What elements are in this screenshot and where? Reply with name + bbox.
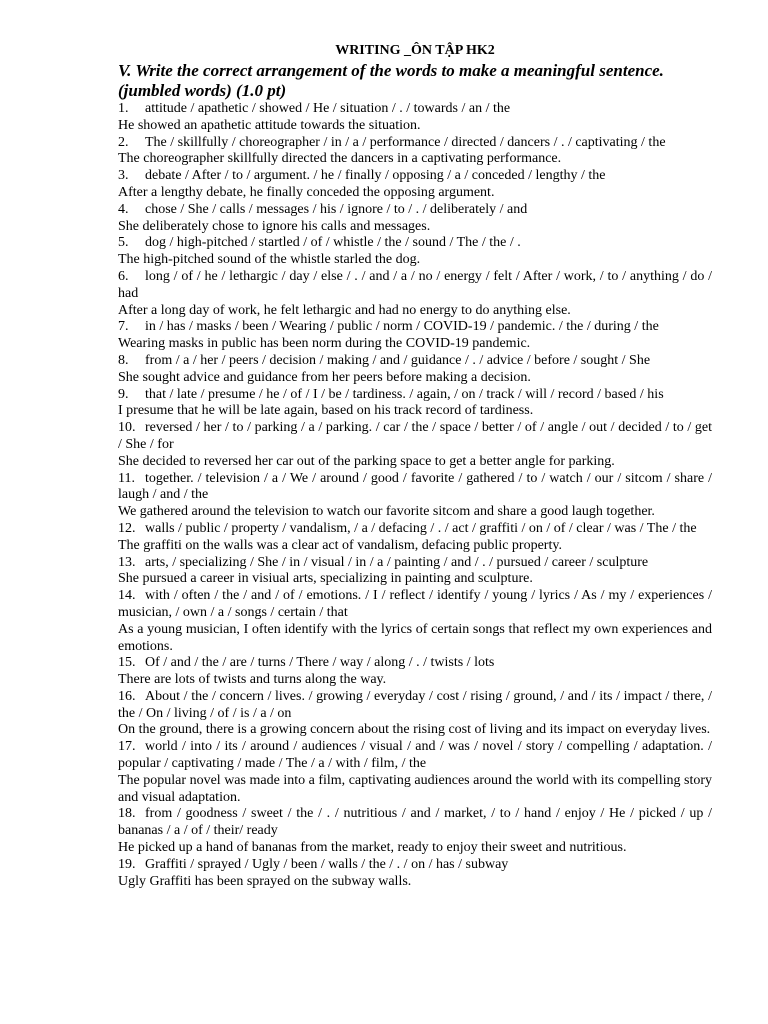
answer-sentence: She decided to reversed her car out of the parking space to get a better angle for parking.: [118, 453, 615, 469]
item-number: 18.: [118, 806, 136, 822]
jumbled-words-item: [118, 235, 712, 252]
item-number: 1.: [118, 101, 129, 116]
item-number: 9.: [118, 386, 129, 402]
jumbled-words-item: [118, 655, 712, 672]
answer-sentence: He showed an apathetic attitude towards the situation.: [118, 117, 421, 133]
jumbled-words: from / a / her / peers / decision / making / and / guidance / . / advice / before / sought / She: [145, 352, 651, 368]
answer-sentence: After a long day of work, he felt lethargic and had no energy to do anything else.: [118, 302, 571, 318]
item-number: 16.: [118, 688, 136, 704]
answer-sentence: There are lots of twists and turns along the way.: [118, 672, 387, 688]
answer-sentence: The graffiti on the walls was a clear act of vandalism, defacing public property.: [118, 537, 562, 553]
item-number: 14.: [118, 588, 136, 604]
jumbled-words: arts, / specializing / She / in / visual / in / a / painting / and / . / pursued / career / sculpture: [145, 554, 649, 570]
jumbled-words: world / into / its / around / audiences / visual / and / was / novel / story / compelling / adaptation. / popular / captivating / made / The / a / with / film, / the: [118, 739, 712, 772]
jumbled-words-item: [118, 135, 712, 152]
jumbled-words-item: [118, 521, 712, 538]
item-number: 2.: [118, 134, 129, 150]
item-number: 15.: [118, 655, 136, 671]
jumbled-words: The / skillfully / choreographer / in / a / performance / directed / dancers / . / captivating / the: [145, 134, 666, 150]
jumbled-words: with / often / the / and / of / emotions. / I / reflect / identify / young / lyrics / As / my / experiences / musician, / own / a / songs / certain / that: [118, 588, 712, 620]
jumbled-words-item: [118, 353, 712, 370]
answer-sentence: After a lengthy debate, he finally conceded the opposing argument.: [118, 184, 495, 200]
jumbled-words: together. / television / a / We / around / good / favorite / gathered / to / watch / our / sitcom / share / laugh / and / the: [118, 470, 712, 503]
jumbled-words: long / of / he / lethargic / day / else / . / and / a / no / energy / felt / After / work, / to / anything / do / had: [118, 268, 712, 301]
jumbled-words: About / the / concern / lives. / growing / everyday / cost / rising / ground, / and / its / impact / there, / the / On / living / of / is / a / on: [118, 688, 712, 721]
answer-sentence: As a young musician, I often identify with the lyrics of certain songs that reflect my own experiences and emotions.: [118, 621, 712, 654]
item-number: 3.: [118, 168, 129, 184]
item-number: 10.: [118, 420, 136, 436]
answer-sentence: He picked up a hand of bananas from the market, ready to enjoy their sweet and nutritious.: [118, 840, 627, 856]
jumbled-words-item: [118, 806, 712, 840]
item-number: 12.: [118, 520, 136, 536]
jumbled-words: from / goodness / sweet / the / . / nutritious / and / market, / to / hand / enjoy / He / picked / up / bananas / a / of / their/ ready: [118, 806, 712, 839]
item-number: 4.: [118, 201, 129, 217]
jumbled-words-item: [118, 739, 712, 773]
jumbled-words: dog / high-pitched / startled / of / whistle / the / sound / The / the / .: [145, 235, 521, 251]
jumbled-words: debate / After / to / argument. / he / finally / opposing / a / conceded / lengthy / the: [145, 168, 606, 184]
jumbled-words-item: [118, 168, 712, 185]
jumbled-words-item: [118, 588, 712, 622]
jumbled-words: in / has / masks / been / Wearing / public / norm / COVID-19 / pandemic. / the / during / the: [145, 319, 659, 335]
item-number: 17.: [118, 739, 136, 755]
jumbled-words: reversed / her / to / parking / a / parking. / car / the / space / better / of / angle / out / decided / to / get / She / for: [118, 420, 712, 452]
jumbled-words-item: [118, 101, 712, 118]
exercise-list: [118, 101, 712, 890]
jumbled-words-item: [118, 471, 712, 505]
item-number: 11.: [118, 470, 135, 486]
section-heading: V. Write the correct arrangement of the words to make a meaningful sentence. (jumbled words) (1.0 pt): [118, 61, 664, 100]
answer-sentence: We gathered around the television to watch our favorite sitcom and share a good laugh together.: [118, 504, 655, 520]
jumbled-words-item: [118, 555, 712, 572]
jumbled-words: Graffiti / sprayed / Ugly / been / walls / the / . / on / has / subway: [145, 856, 509, 872]
answer-sentence: Wearing masks in public has been norm during the COVID-19 pandemic.: [118, 336, 531, 352]
jumbled-words-item: [118, 420, 712, 454]
answer-sentence: She sought advice and guidance from her peers before making a decision.: [118, 369, 531, 385]
item-number: 19.: [118, 856, 136, 872]
answer-sentence: She deliberately chose to ignore his calls and messages.: [118, 218, 431, 234]
jumbled-words-item: [118, 202, 712, 219]
worksheet-page: [118, 42, 712, 890]
answer-sentence: The popular novel was made into a film, captivating audiences around the world with its compelling story and visual adaptation.: [118, 772, 712, 805]
jumbled-words-item: [118, 857, 712, 874]
item-number: 6.: [118, 268, 129, 284]
page-title: WRITING _ÔN TẬP HK2: [335, 43, 495, 58]
item-number: 13.: [118, 554, 136, 570]
jumbled-words: that / late / presume / he / of / I / be / tardiness. / again, / on / track / will / record / based / his: [145, 386, 664, 402]
jumbled-words-item: [118, 387, 712, 404]
jumbled-words: chose / She / calls / messages / his / ignore / to / . / deliberately / and: [145, 201, 528, 217]
jumbled-words: walls / public / property / vandalism, / a / defacing / . / act / graffiti / on / of / clear / was / The / the: [145, 520, 697, 536]
jumbled-words-item: [118, 689, 712, 723]
answer-sentence: The choreographer skillfully directed the dancers in a captivating performance.: [118, 151, 562, 167]
jumbled-words: Of / and / the / are / turns / There / way / along / . / twists / lots: [145, 655, 495, 671]
answer-sentence: The high-pitched sound of the whistle starled the dog.: [118, 252, 421, 268]
item-number: 8.: [118, 352, 129, 368]
item-number: 5.: [118, 235, 129, 251]
jumbled-words-item: [118, 319, 712, 336]
answer-sentence: Ugly Graffiti has been sprayed on the subway walls.: [118, 873, 412, 889]
answer-sentence: I presume that he will be late again, based on his track record of tardiness.: [118, 403, 534, 419]
jumbled-words: attitude / apathetic / showed / He / situation / . / towards / an / the: [145, 101, 511, 116]
jumbled-words-item: [118, 269, 712, 303]
answer-sentence: She pursued a career in visiual arts, specializing in painting and sculpture.: [118, 571, 533, 587]
item-number: 7.: [118, 319, 129, 335]
answer-sentence: On the ground, there is a growing concern about the rising cost of living and its impact on everyday lives.: [118, 722, 711, 738]
